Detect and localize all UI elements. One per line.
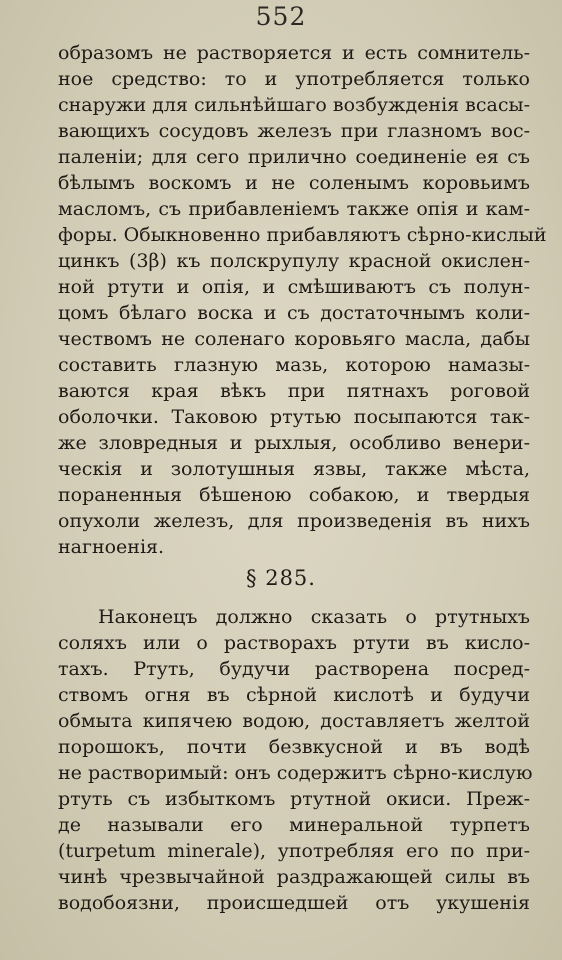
text-line: вающихъ сосудовъ железъ при глазномъ вос-	[58, 120, 530, 142]
text-line: ной ртути и опія, и смѣшиваютъ съ полун-	[58, 276, 530, 298]
text-line: бѣлымъ воскомъ и не соленымъ коровьимъ	[58, 172, 530, 194]
text-line: чествомъ не соленаго коровьяго масла, дабы	[58, 328, 530, 350]
text-line: чинѣ чрезвычайной раздражающей силы въ	[58, 866, 530, 888]
text-line: оболочки. Таковою ртутью посыпаются так-	[58, 406, 530, 428]
page-number: 552	[255, 2, 307, 31]
text-line: ствомъ огня въ сѣрной кислотѣ и будучи	[58, 684, 530, 706]
text-line: паленіи; для сего прилично соединеніе ея съ	[58, 146, 530, 168]
text-line: пораненныя бѣшеною собакою, и твердыя	[58, 484, 530, 506]
text-line: (turpetum minerale), употребляя его по при-	[58, 840, 530, 862]
text-line: форы. Обыкновенно прибавляютъ сѣрно-кислый	[58, 224, 547, 246]
text-line: масломъ, съ прибавленіемъ также опія и кам-	[58, 198, 530, 220]
text-line: ческія и золотушныя язвы, также мѣста,	[58, 458, 530, 480]
text-line: обмыта кипячею водою, доставляетъ желтой	[58, 710, 530, 732]
text-line: ртуть съ избыткомъ ртутной окиси. Преж-	[58, 788, 530, 810]
text-line: не растворимый: онъ содержитъ сѣрно-кислую	[58, 762, 533, 784]
text-line: же зловредныя и рыхлыя, особливо венери-	[58, 432, 530, 454]
text-line: опухоли железъ, для произведенія въ нихъ	[58, 510, 530, 532]
text-line: ваются края вѣкъ при пятнахъ роговой	[58, 380, 530, 402]
text-line: цомъ бѣлаго воска и съ достаточнымъ коли-	[58, 302, 530, 324]
text-line: составить глазную мазь, которою намазы-	[58, 354, 530, 376]
text-line: Наконецъ должно сказать о ртутныхъ	[98, 606, 530, 628]
text-line: цинкъ (3β) къ полскрупулу красной окислен-	[58, 250, 530, 272]
text-line: соляхъ или о растворахъ ртути въ кисло-	[58, 632, 530, 654]
text-line: снаружи для сильнѣйшаго возбужденія всасы-	[58, 94, 531, 116]
section-heading: § 285.	[246, 566, 316, 590]
text-line: де называли его минеральной турпетъ	[58, 814, 530, 836]
text-line: водобоязни, происшедшей отъ укушенія	[58, 892, 530, 914]
text-line: тахъ. Ртуть, будучи растворена посред-	[58, 658, 530, 680]
text-line: порошокъ, почти безвкусной и въ водѣ	[58, 736, 530, 758]
text-line: ное средство: то и употребляется только	[58, 68, 530, 90]
text-line: нагноенія.	[58, 536, 165, 558]
text-line: образомъ не растворяется и есть сомнитель-	[58, 42, 530, 64]
